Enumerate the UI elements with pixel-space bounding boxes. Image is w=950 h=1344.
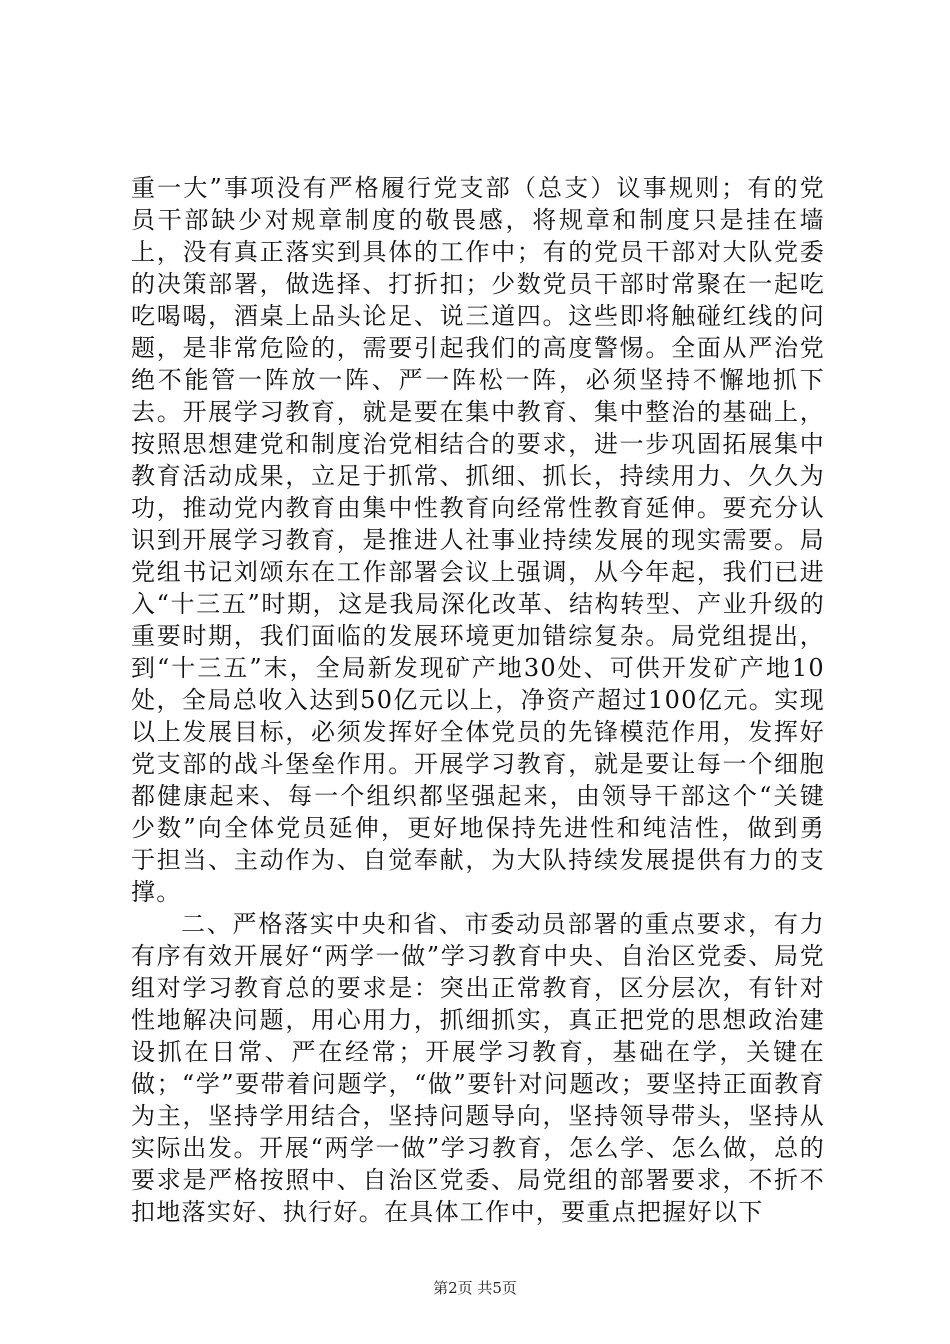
document-body (131, 172, 825, 1228)
page-footer: 第2页 共5页 (433, 1279, 517, 1297)
paragraph-section-two: 二、严格落实中央和省、市委动员部署的重点要求，有力有序有效开展好“两学一做”学习教育中央、自治区党委、局党组对学习教育总的要求是：突出正常教育，区分层次，有针对性地解决问题，用心用力，抓细抓实，真正把党的思想政治建设抓在日常、严在经常；开展学习教育，基础在学，关键在做；“学”要带着问题学，“做”要针对问题改；要坚持正面教育为主，坚持学用结合，坚持问题导向，坚持领导带头，坚持从实际出发。开展“两学一做”学习教育，怎么学、怎么做，总的要求是严格按照中、自治区党委、局党组的部署要求，不折不扣地落实好、执行好。在具体工作中，要重点把握好以下 (131, 910, 825, 1226)
paragraph-continued: 重一大”事项没有严格履行党支部（总支）议事规则；有的党员干部缺少对规章制度的敬畏感，将规章和制度只是挂在墙上，没有真正落实到具体的工作中；有的党员干部对大队党委的决策部署，做选择、打折扣；少数党员干部时常聚在一起吃吃喝喝，酒桌上品头论足、说三道四。这些即将触碰红线的问题，是非常危险的，需要引起我们的高度警惕。全面从严治党绝不能管一阵放一阵、严一阵松一阵，必须坚持不懈地抓下去。开展学习教育，就是要在集中教育、集中整治的基础上，按照思想建党和制度治党相结合的要求，进一步巩固拓展集中教育活动成果，立足于抓常、抓细、抓长，持续用力、久久为功，推动党内教育由集中性教育向经常性教育延伸。要充分认识到开展学习教育，是推进人社事业持续发展的现实需要。局党组书记刘颂东在工作部署会议上强调，从今年起，我们已进入“十三五”时期，这是我局深化改革、结构转型、产业升级的重要时期，我们面临的发展环境更加错综复杂。局党组提出，到“十三五”末，全局新发现矿产地30处、可供开发矿产地10处，全局总收入达到50亿元以上，净资产超过100亿元。实现以上发展目标，必须发挥好全体党员的先锋模范作用，发挥好党支部的战斗堡垒作用。开展学习教育，就是要让每一个细胞都健康起来、每一个组织都坚强起来，由领导干部这个“关键少数”向全体党员延伸，更好地保持先进性和纯洁性，做到勇于担当、主动作为、自觉奉献，为大队持续发展提供有力的支撑。 (131, 174, 825, 906)
